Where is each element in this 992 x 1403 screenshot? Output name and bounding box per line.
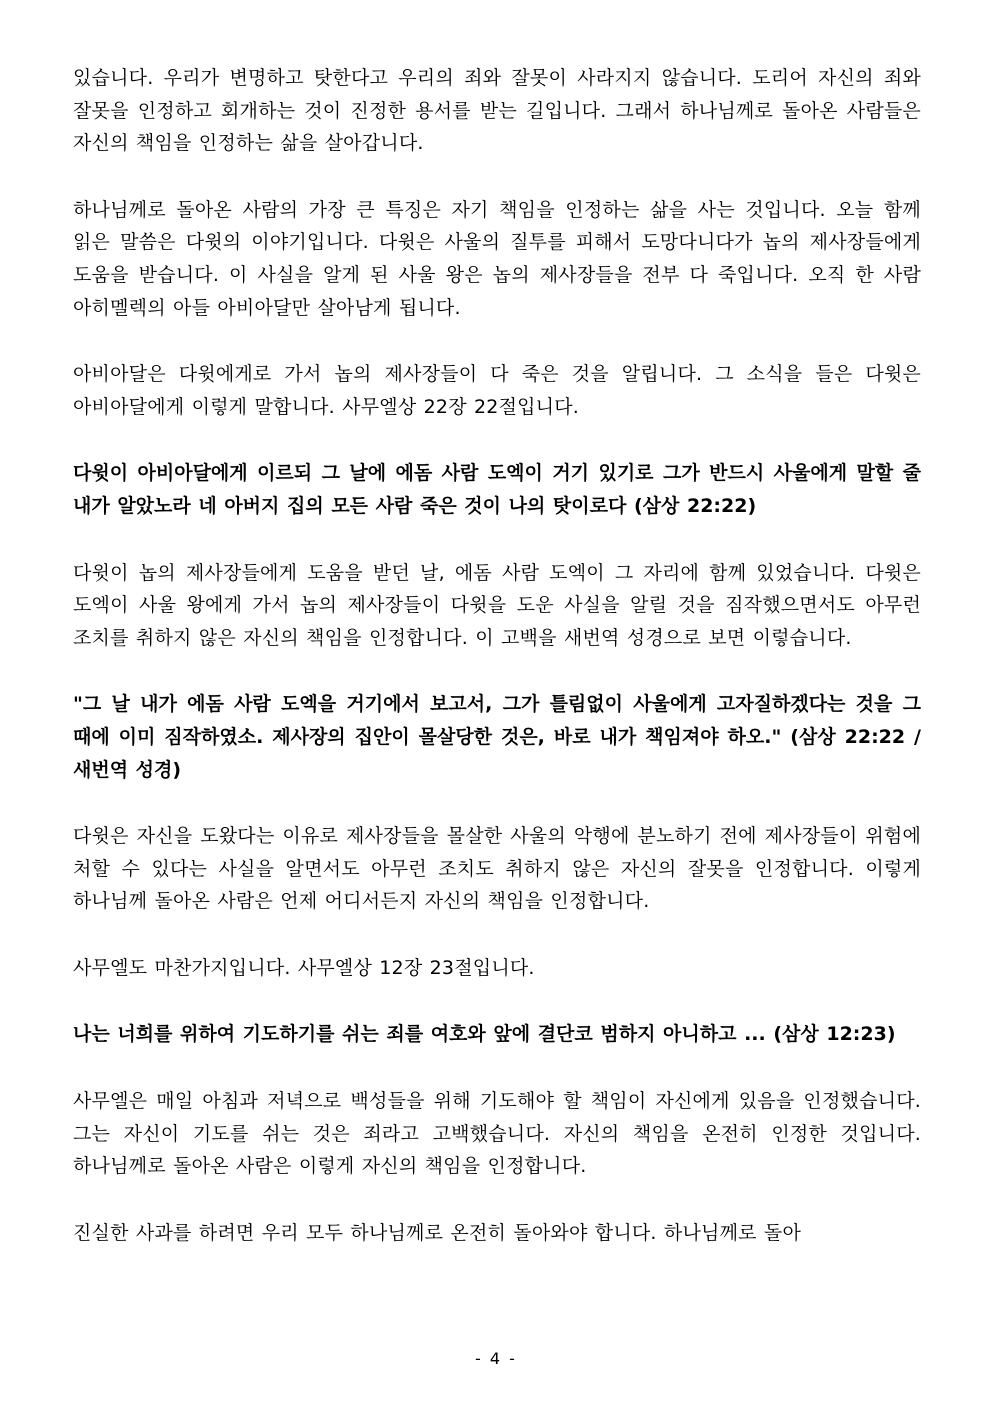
body-paragraph: 하나님께로 돌아온 사람의 가장 큰 특징은 자기 책임을 인정하는 삶을 사는 것입니다. 오늘 함께 읽은 말씀은 다윗의 이야기입니다. 다윗은 사울의 질투를 피해서 도망다니다가 놉의 제사장들에게 도움을 받습니다. 이 사실을 알게 된 사울 왕은 놉의 제사장들을 전부 다 죽입니다. 오직 한 사람 아히멜렉의 아들 아비아달만 살아남게 됩니다. xyxy=(73,198,921,319)
scripture-quote: 다윗이 아비아달에게 이르되 그 날에 에돔 사람 도엑이 거기 있기로 그가 반드시 사울에게 말할 줄 내가 알았노라 네 아버지 집의 모든 사람 죽은 것이 나의 탓이로다 (삼상 22:22) xyxy=(73,462,921,517)
body-paragraph: 다윗이 놉의 제사장들에게 도움을 받던 날, 에돔 사람 도엑이 그 자리에 함께 있었습니다. 다윗은 도엑이 사울 왕에게 가서 놉의 제사장들이 다윗을 도운 사실을 알릴 것을 짐작했으면서도 아무런 조치를 취하지 않은 자신의 책임을 인정합니다. 이 고백을 새번역 성경으로 보면 이렇습니다. xyxy=(73,561,921,649)
document-page xyxy=(73,62,921,1283)
scripture-quote: "그 날 내가 에돔 사람 도엑을 거기에서 보고서, 그가 틀림없이 사울에게 고자질하겠다는 것을 그 때에 이미 짐작하였소. 제사장의 집안이 몰살당한 것은, 바로 내가 책임져야 하오." (삼상 22:22 / 새번역 성경) xyxy=(73,693,921,781)
body-paragraph: 있습니다. 우리가 변명하고 탓한다고 우리의 죄와 잘못이 사라지지 않습니다. 도리어 자신의 죄와 잘못을 인정하고 회개하는 것이 진정한 용서를 받는 길입니다. 그래서 하나님께로 돌아온 사람들은 자신의 책임을 인정하는 삶을 살아갑니다. xyxy=(73,67,921,155)
body-paragraph: 아비아달은 다윗에게로 가서 놉의 제사장들이 다 죽은 것을 알립니다. 그 소식을 들은 다윗은 아비아달에게 이렇게 말합니다. 사무엘상 22장 22절입니다. xyxy=(73,363,921,418)
page-number: - 4 - xyxy=(475,1349,517,1368)
body-paragraph: 다윗은 자신을 도왔다는 이유로 제사장들을 몰살한 사울의 악행에 분노하기 전에 제사장들이 위험에 처할 수 있다는 사실을 알면서도 아무런 조치도 취하지 않은 자신의 잘못을 인정합니다. 이렇게 하나님께 돌아온 사람은 언제 어디서든지 자신의 책임을 인정합니다. xyxy=(73,825,921,913)
scripture-quote: 나는 너희를 위하여 기도하기를 쉬는 죄를 여호와 앞에 결단코 범하지 아니하고 ... (삼상 12:23) xyxy=(73,1023,896,1046)
body-paragraph: 진실한 사과를 하려면 우리 모두 하나님께로 온전히 돌아와야 합니다. 하나님께로 돌아 xyxy=(73,1221,802,1244)
body-paragraph: 사무엘은 매일 아침과 저녁으로 백성들을 위해 기도해야 할 책임이 자신에게 있음을 인정했습니다. 그는 자신이 기도를 쉬는 것은 죄라고 고백했습니다. 자신의 책임을 온전히 인정한 것입니다. 하나님께로 돌아온 사람은 이렇게 자신의 책임을 인정합니다. xyxy=(73,1090,921,1178)
body-paragraph: 사무엘도 마찬가지입니다. 사무엘상 12장 23절입니다. xyxy=(73,956,535,979)
